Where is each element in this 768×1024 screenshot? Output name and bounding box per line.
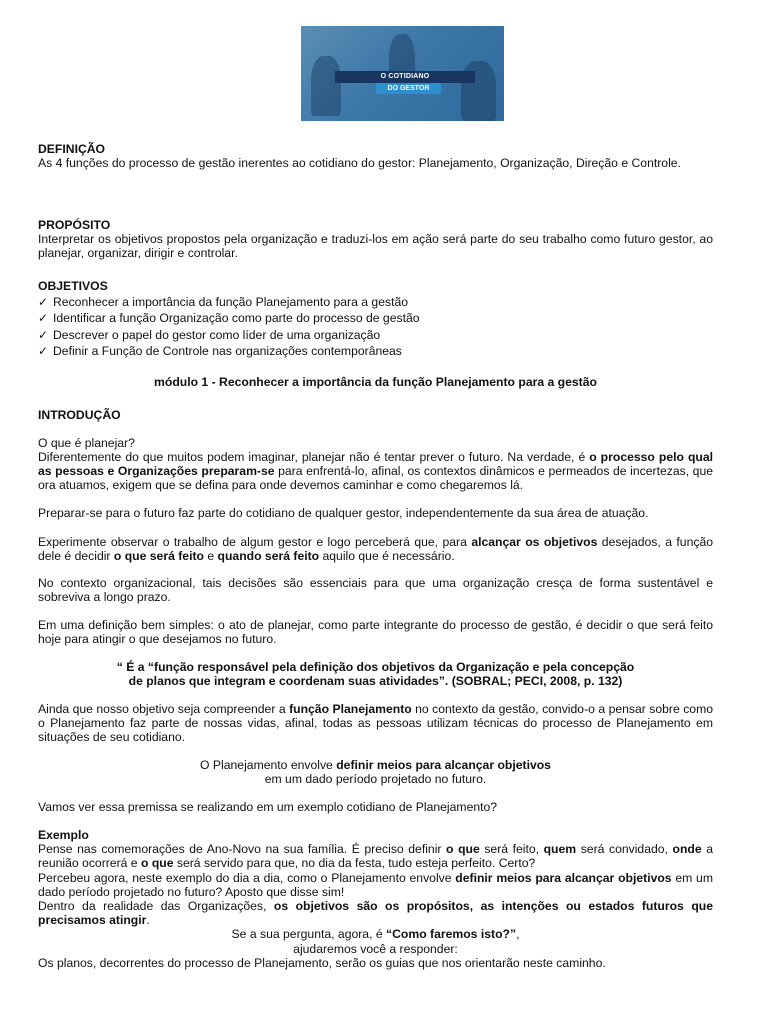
quote-line-1: “ É a “função responsável pela definição dos objetivos da Organização e pela concepção xyxy=(116,660,635,674)
banner-title-line1: O COTIDIANO xyxy=(335,71,475,83)
check-icon: ✓ xyxy=(38,295,49,310)
intro-paragraph-7: Vamos ver essa premissa se realizando em um exemplo cotidiano de Planejamento? xyxy=(38,800,498,814)
banner-title-line2: DO GESTOR xyxy=(376,83,441,94)
intro-paragraph-6: Ainda que nosso objetivo seja compreender a função Planejamento no contexto da gestão, convido-o a pensar sobre como o Planejamento faz parte de nossas vidas, afinal, todas as pessoas utilizam técnicas do processo de Planejamento em situações de seu cotidiano. xyxy=(38,702,713,745)
heading-proposito: PROPÓSITO xyxy=(38,218,111,232)
intro-question: O que é planejar? xyxy=(38,436,135,450)
exemplo-paragraph-3: Dentro da realidade das Organizações, os objetivos são os propósitos, as intenções ou estados futuros que precisamos atingir. xyxy=(38,899,713,928)
heading-introducao: INTRODUÇÃO xyxy=(38,408,121,422)
objective-item: ✓ Identificar a função Organização como parte do processo de gestão xyxy=(38,311,420,326)
check-icon: ✓ xyxy=(38,311,49,326)
exemplo-closing: Os planos, decorrentes do processo de Planejamento, serão os guias que nos orientarão neste caminho. xyxy=(38,955,606,970)
objective-item: ✓ Definir a Função de Controle nas organizações contemporâneas xyxy=(38,343,402,358)
check-icon: ✓ xyxy=(38,327,49,342)
section-objetivos xyxy=(38,278,713,359)
quote-block xyxy=(38,660,713,688)
section-exemplo xyxy=(38,828,713,970)
intro-paragraph-2: Preparar-se para o futuro faz parte do cotidiano de qualquer gestor, independentemente da sua área de atuação. xyxy=(38,506,649,520)
intro-paragraph-5: Em uma definição bem simples: o ato de planejar, como parte integrante do processo de gestão, é decidir o que será feito hoje para atingir o que desejamos no futuro. xyxy=(38,618,713,647)
heading-objetivos: OBJETIVOS xyxy=(38,279,108,293)
exemplo-question-line: Se a sua pergunta, agora, é “Como faremos isto?”, xyxy=(231,927,520,942)
proposito-text: Interpretar os objetivos propostos pela organização e traduzi-los em ação será parte do seu trabalho como futuro gestor, ao planejar, organizar, dirigir e controlar. xyxy=(38,232,713,261)
quote-line-2: de planos que integram e coordenam suas atividades”. (SOBRAL; PECI, 2008, p. 132) xyxy=(128,674,623,689)
objective-item: ✓ Descrever o papel do gestor como líder de uma organização xyxy=(38,327,381,342)
exemplo-paragraph-1: Pense nas comemorações de Ano-Novo na sua família. É preciso definir o que será feito, quem será convidado, onde a reunião ocorrerá e o que será servido para que, no dia da festa, tudo esteja perfeito. Certo? xyxy=(38,842,713,871)
section-definicao xyxy=(38,142,713,170)
module-title: módulo 1 - Reconhecer a importância da função Planejamento para a gestão xyxy=(154,375,597,389)
header-banner-image xyxy=(301,26,504,121)
exemplo-answer-line: ajudaremos você a responder: xyxy=(293,941,458,956)
heading-definicao: DEFINIÇÃO xyxy=(38,142,106,156)
centered-statement: O Planejamento envolve definir meios para alcançar objetivos em um dado período projetado no futuro. xyxy=(200,758,551,787)
objective-item: ✓ Reconhecer a importância da função Planejamento para a gestão xyxy=(38,295,409,310)
intro-paragraph-1: Diferentemente do que muitos podem imaginar, planejar não é tentar prever o futuro. Na verdade, é o processo pelo qual as pessoas e Organizações preparam-se para enfrentá-lo, afinal, os contextos dinâmicos e permeados de incertezas, que ora atuamos, exigem que se defina para onde devemos caminhar e como chegaremos lá. xyxy=(38,450,714,493)
section-proposito xyxy=(38,218,713,261)
definicao-text: As 4 funções do processo de gestão inerentes ao cotidiano do gestor: Planejamento, Organização, Direção e Controle. xyxy=(38,156,681,171)
intro-paragraph-3: Experimente observar o trabalho de algum gestor e logo perceberá que, para alcançar os objetivos desejados, a função dele é decidir o que será feito e quando será feito aquilo que é necessário. xyxy=(38,535,713,564)
intro-paragraph-4: No contexto organizacional, tais decisões são essenciais para que uma organização cresça de forma sustentável e sobreviva a longo prazo. xyxy=(38,576,713,605)
exemplo-paragraph-2: Percebeu agora, neste exemplo do dia a dia, como o Planejamento envolve definir meios para alcançar objetivos em um dado período projetado no futuro? Aposto que disse sim! xyxy=(38,870,713,899)
heading-exemplo: Exemplo xyxy=(38,828,89,842)
check-icon: ✓ xyxy=(38,343,49,358)
